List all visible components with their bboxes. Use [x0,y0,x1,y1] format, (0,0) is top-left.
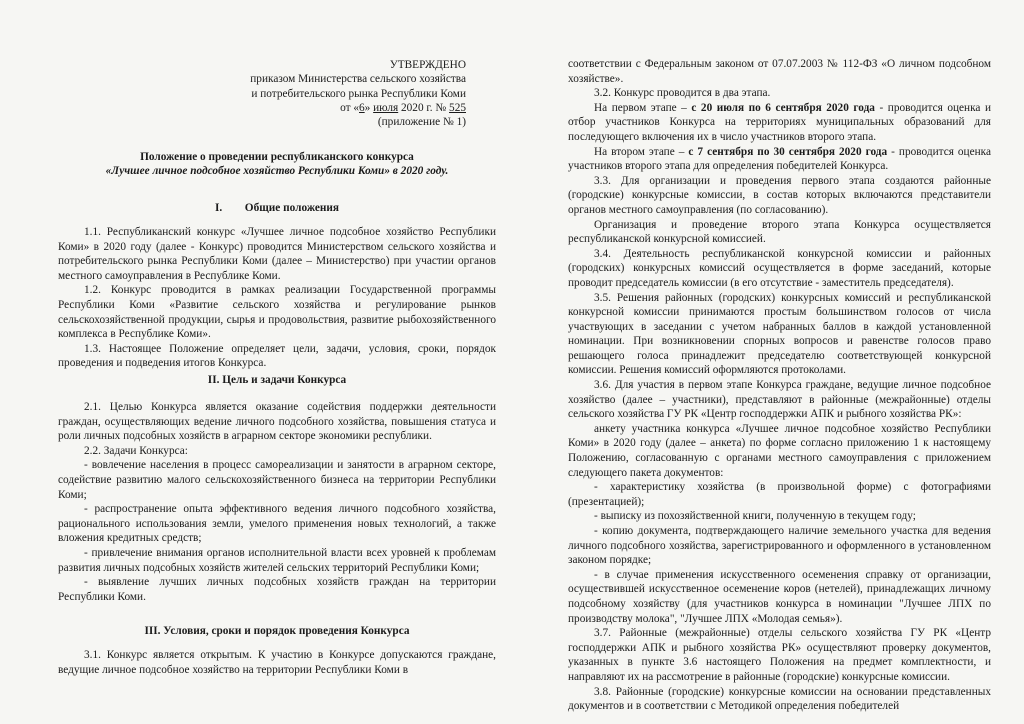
approval-order: приказом Министерства сельского хозяйства [250,73,466,86]
task-item: - распространение опыта эффективного ведения личного подсобного хозяйства, рационального использования земли, умелого применения новых технологий, а также вложения кредитных средств; [58,503,496,545]
document-title: Положение о проведении республиканского конкурса «Лучшее личное подсобное хозяйство Республики Коми» в 2020 году. [105,151,449,178]
document-item: - выписку из похозяйственной книги, полученную в текущем году; [594,510,916,523]
section-1-body [58,225,496,371]
task-item: - привлечение внимания органов исполнительной власти всех уровней к проблемам развития личных подсобных хозяйств жителей сельских территорий Республики Коми; [58,546,496,574]
stage-2: На втором этапе – с 7 сентября по 30 сентября 2020 года - проводится оценка участников второго этапа для определения победителей Конкурса. [568,145,991,173]
paragraph-2-2: 2.2. Задачи Конкурса: [84,444,188,457]
section-2-heading: II. Цель и задачи Конкурса [207,374,347,386]
right-column [568,57,991,714]
paragraph-3-3: 3.3. Для организации и проведения первого этапа создаются районные (городские) конкурсные комиссии, в состав которых включаются представители органов местного самоуправления (по согласованию). [568,174,991,216]
paragraph-3-1-continued: соответствии с Федеральным законом от 07.07.2003 № 112-ФЗ «О личном подсобном хозяйстве». [568,58,991,85]
document-item: - в случае применения искусственного осеменения справку от организации, осуществившей искусственное осеменение коров (нетелей), принадлежащих личному подсобному хозяйству (для участников конкурса в номинации "Лучшее ЛПХ по производству молока", "Лучшее ЛПХ «Молодая семья»). [568,568,991,625]
paragraph-1-3: 1.3. Настоящее Положение определяет цели, задачи, условия, сроки, порядок проведения и подведения итогов Конкурса. [58,342,496,370]
approval-ministry: и потребительского рынка Республики Коми [251,87,466,100]
paragraph-3-3b: Организация и проведение второго этапа Конкурса осуществляется республиканской конкурсной комиссией. [568,218,991,246]
task-item: - выявление лучших личных подсобных хозяйств граждан на территории Республики Коми. [58,576,496,603]
paragraph-3-6: 3.6. Для участия в первом этапе Конкурса граждане, ведущие личное подсобное хозяйство (далее – участники), представляют в районные (межрайонные) отделы сельского хозяйства ГУ РК «Центр господдержки АПК и рыбного хозяйства РК»: [568,379,991,421]
paragraph-3-6a: анкету участника конкурса «Лучшее личное подсобное хозяйство Республики Коми» в 2020 году (далее – анкета) по форме согласно приложению 1 к настоящему Положению, согласованную с органами местного самоуправления с приложением следующего пакета документов: [568,422,991,479]
document-item: - характеристику хозяйства (в произвольной форме) с фотографиями (презентацией); [568,481,991,508]
section-3-body-left [58,648,496,677]
approval-block [224,58,466,129]
paragraph-3-1: 3.1. Конкурс является открытым. К участию в Конкурсе допускаются граждане, ведущие личное подсобное хозяйство на территории Республики Коми в [58,649,496,676]
paragraph-1-2: 1.2. Конкурс проводится в рамках реализации Государственной программы Республики Коми «Развитие сельского хозяйства и регулирование рынков сельскохозяйственной продукции, сырья и продовольствия, развитие рыбохозяйственного комплекса в Республике Коми». [58,284,496,341]
task-item: - вовлечение населения в процесс самореализации и занятости в аграрном секторе, содействие развитию малого сельскохозяйственного бизнеса на территории Республики Коми; [58,459,496,501]
approval-appendix: (приложение № 1) [377,116,466,129]
paragraph-1-1: 1.1. Республиканский конкурс «Лучшее личное подсобное хозяйство Республики Коми» в 2020 году (далее - Конкурс) проводится Министерством сельского хозяйства и потребительского рынка Республики Коми (далее – Министерство) при участии органов местного самоуправления в Республике Коми. [58,226,496,282]
paragraph-3-2: 3.2. Конкурс проводится в два этапа. [594,87,771,100]
paragraph-3-4: 3.4. Деятельность республиканской конкурсной комиссии и районных (городских) конкурсных комиссий осуществляется в форме заседаний, которые проводит председатель комиссии (в его отсутствие - заместитель председателя). [568,247,991,289]
section-3-heading: III. Условия, сроки и порядок проведения Конкурса [144,625,410,637]
paragraph-3-7: 3.7. Районные (межрайонные) отделы сельского хозяйства ГУ РК «Центр господдержки АПК и рыбного хозяйства РК» осуществляют проверку документов, указанных в пункте 3.6 настоящего Положения на предмет комплектности, и направляют их на рассмотрение в районные (городские) конкурсные комиссии. [568,627,991,683]
section-2-body [58,400,496,604]
approval-title: УТВЕРЖДЕНО [389,59,466,71]
paragraph-3-5: 3.5. Решения районных (городских) конкурсных комиссий и республиканской конкурсной комиссии принимаются простым большинством голосов от числа участвующих в заседании с учетом набранных баллов в каждой установленной номинации. При возникновении спорных вопросов и равенстве голосов право решающего голоса принадлежит председателю соответствующей конкурсной комиссии. Решения комиссий оформляются протоколами. [568,291,991,377]
document-item: - копию документа, подтверждающего наличие земельного участка для ведения личного подсобного хозяйства, зарегистрированного и оформленного в установленном законом порядке; [568,525,991,567]
paragraph-2-1: 2.1. Целью Конкурса является оказание содействия поддержки деятельности граждан, осуществляющих ведение личного подсобного хозяйства, повышения статуса и роли личных подсобных хозяйств в аграрном секторе экономики республики. [58,401,496,443]
approval-date: от «6» июля 2020 г. № 525 [340,101,466,114]
stage-1: На первом этапе – с 20 июля по 6 сентября 2020 года - проводится оценка и отбор участников Конкурса на территориях муниципальных образований для последующего включения их в число участников второго этапа. [568,101,991,143]
paragraph-3-8: 3.8. Районные (городские) конкурсные комиссии на основании представленных документов и в соответствии с Методикой определения победителей [568,685,991,713]
section-1-heading: I. Общие положения [214,202,340,214]
